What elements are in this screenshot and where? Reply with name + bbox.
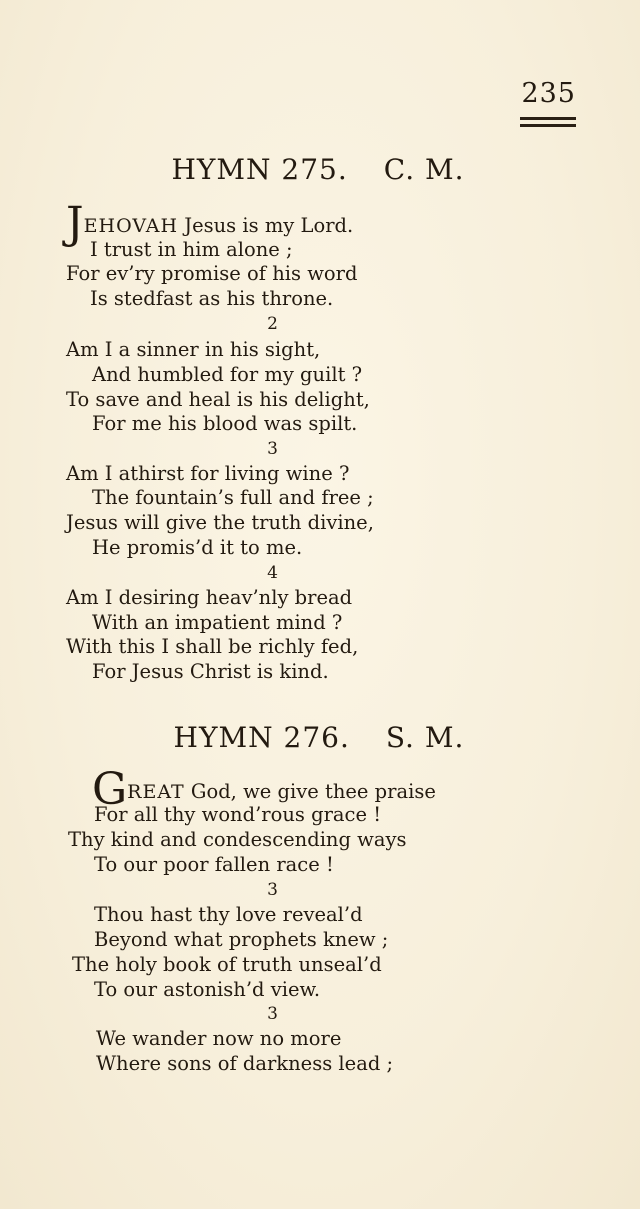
- hymn-275-first-line: [66, 198, 354, 249]
- verse-number: 3: [267, 880, 278, 900]
- verse-line: We wander now no more: [96, 1027, 342, 1050]
- page-number: 235: [521, 78, 576, 109]
- first-word-rest: EHOVAH: [83, 215, 179, 237]
- hymn-276-number: HYMN 276.: [173, 721, 350, 754]
- verse-line: He promis’d it to me.: [92, 536, 303, 559]
- verse-line: For Jesus Christ is kind.: [92, 660, 329, 683]
- first-line-rest: Jesus is my Lord.: [178, 214, 354, 237]
- verse-line: For all thy wond’rous grace !: [94, 803, 382, 826]
- verse-line: For me his blood was spilt.: [92, 412, 358, 435]
- verse-line: To our poor fallen race !: [94, 853, 334, 876]
- verse-line: Thou hast thy love reveal’d: [94, 903, 363, 926]
- hymn-275-meter: C. M.: [383, 153, 465, 186]
- verse-line: For ev’ry promise of his word: [66, 262, 358, 285]
- verse-number: 2: [267, 314, 278, 334]
- hymn-276-meter: S. M.: [385, 721, 465, 754]
- verse-line: Jesus will give the truth divine,: [66, 511, 374, 534]
- verse-line: To save and heal is his delight,: [66, 388, 370, 411]
- verse-line: The holy book of truth unseal’d: [72, 953, 382, 976]
- verse-line: I trust in him alone ;: [90, 238, 293, 261]
- verse-line: Thy kind and condescending ways: [68, 828, 407, 851]
- header-rule: [520, 117, 576, 120]
- verse-number: 4: [267, 563, 278, 583]
- verse-line: Am I athirst for living wine ?: [66, 462, 350, 485]
- verse-line: To our astonish’d view.: [94, 978, 321, 1001]
- drop-cap: G: [92, 764, 128, 815]
- verse-number: 3: [267, 439, 278, 459]
- verse-line: And humbled for my guilt ?: [92, 363, 363, 386]
- hymn-276-title: [0, 721, 639, 754]
- first-word-rest: REAT: [127, 781, 185, 803]
- first-line-rest: God, we give thee praise: [184, 780, 436, 803]
- hymn-275-title: [0, 153, 638, 186]
- verse-line: Where sons of darkness lead ;: [96, 1052, 394, 1075]
- verse-line: With this I shall be richly fed,: [66, 635, 359, 658]
- verse-line: With an impatient mind ?: [92, 611, 343, 634]
- verse-line: Am I a sinner in his sight,: [66, 338, 321, 361]
- drop-cap: J: [66, 198, 84, 249]
- verse-line: Am I desiring heav’nly bread: [66, 586, 353, 609]
- verse-line: The fountain’s full and free ;: [92, 486, 374, 509]
- verse-line: Is stedfast as his throne.: [90, 287, 334, 310]
- verse-line: Beyond what prophets knew ;: [94, 928, 389, 951]
- header-rule: [520, 124, 576, 127]
- hymn-275-number: HYMN 275.: [171, 153, 348, 186]
- verse-number: 3: [267, 1004, 278, 1024]
